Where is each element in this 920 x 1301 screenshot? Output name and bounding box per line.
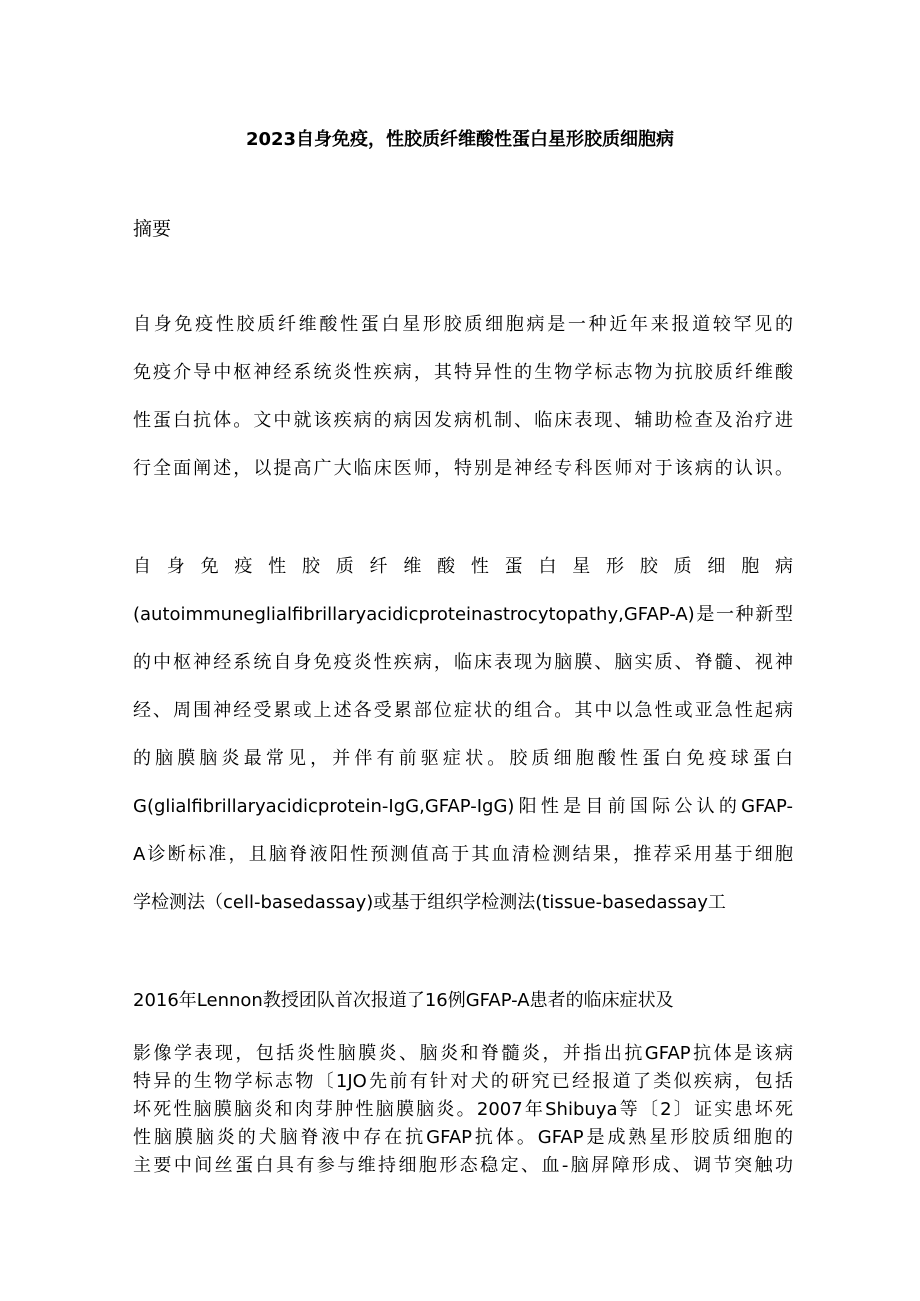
abstract-heading: 摘要 [133,218,172,240]
paragraph-2-line-1: 自身免疫性胶质纤维酸性蛋白星形胶质细胞病 [133,556,793,577]
paragraph-2-line-5: 的脑膜脑炎最常见，并伴有前驱症状。胶质细胞酸性蛋白免疫球蛋白 [133,748,793,769]
paragraph-4-line-1: 影像学表现，包括炎性脑膜炎、脑炎和脊髓炎，并指出抗GFAP抗体是该病 [133,1043,793,1064]
paragraph-4-line-2: 特异的生物学标志物〔1JO先前有针对犬的研究已经报道了类似疾病，包括 [133,1071,793,1092]
paragraph-2-line-6: G(glialfibrillaryacidicprotein-IgG,GFAP-IgG)阳性是目前国际公认的GFAP- [133,796,793,817]
paragraph-3-line-1: 2016年Lennon教授团队首次报道了16例GFAP-A患者的临床症状及 [133,990,674,1011]
paragraph-1-line-1: 自身免疫性胶质纤维酸性蛋白星形胶质细胞病是一种近年来报道较罕见的 [133,314,793,335]
paragraph-2-line-2: (autoimmuneglialfibrillaryacidicproteinastrocytopathy,GFAP-A)是一种新型 [133,604,793,625]
paragraph-2-line-3: 的中枢神经系统自身免疫炎性疾病，临床表现为脑膜、脑实质、脊髓、视神 [133,652,793,673]
paragraph-1-line-4: 行全面阐述，以提高广大临床医师，特别是神经专科医师对于该病的认识。 [133,458,793,479]
paragraph-4-line-3: 坏死性脑膜脑炎和肉芽肿性脑膜脑炎。2007年Shibuya等〔2〕证实患坏死 [133,1099,793,1120]
paragraph-2-line-4: 经、周围神经受累或上述各受累部位症状的组合。其中以急性或亚急性起病 [133,700,793,721]
paragraph-2-line-8: 学检测法（cell-basedassay)或基于组织学检测法(tissue-basedassay工 [133,892,726,913]
paragraph-4-line-5: 主要中间丝蛋白具有参与维持细胞形态稳定、血-脑屏障形成、调节突触功 [133,1155,793,1176]
paragraph-1-line-2: 免疫介导中枢神经系统炎性疾病，其特异性的生物学标志物为抗胶质纤维酸 [133,362,793,383]
paragraph-1-line-3: 性蛋白抗体。文中就该疾病的病因发病机制、临床表现、辅助检查及治疗进 [133,410,793,431]
paragraph-4-line-4: 性脑膜脑炎的犬脑脊液中存在抗GFAP抗体。GFAP是成熟星形胶质细胞的 [133,1127,793,1148]
document-title: 2023自身免疫，性胶质纤维酸性蛋白星形胶质细胞病 [245,129,675,150]
paragraph-2-line-7: A诊断标准，且脑脊液阳性预测值高于其血清检测结果，推荐采用基于细胞 [133,844,793,865]
